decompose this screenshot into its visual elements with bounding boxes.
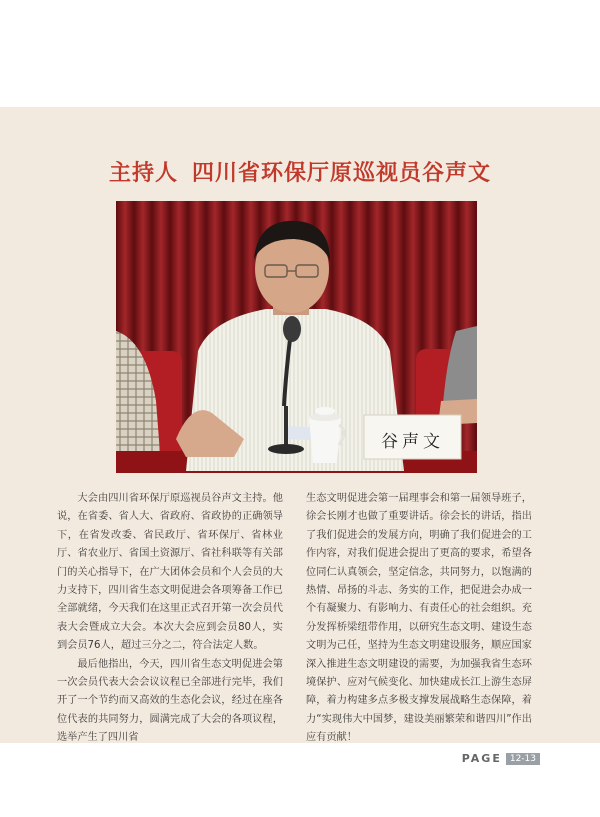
- page-title: [0, 156, 600, 187]
- nameplate: 谷声文: [381, 432, 444, 452]
- speaker-photo: [116, 201, 477, 473]
- paragraph: 生态文明促进会第一届理事会和第一届领导班子，徐会长刚才也做了重要讲话。徐会长的讲话，指出了我们促进会的发展方向，明确了我们促进会的工作内容，对我们促进会提出了更高的要求，希望各位同仁认真领会，坚定信念，共同努力，以饱满的热情、昂扬的斗志、务实的工作，把促进会办成一个有凝聚力、有影响力、有责任心的社会组织。充分发挥桥梁纽带作用，以研究生态文明、建设生态文明为己任，坚持为生态文明建设服务，顺应国家深入推进生态文明建设的需要，为加强我省生态环境保护、应对气候变化、加快建成长江上游生态屏障，着力构建多点多极支撑发展战略生态保障，着力“实现伟大中国梦，建设美丽繁荣和谐四川”作出应有贡献！: [306, 493, 532, 744]
- paragraph: 最后他指出，今天，四川省生态文明促进会第一次会员代表大会会议议程已全部进行完毕，我们开了一个节约而又高效的生态化会议，经过在座各位代表的共同努力，圆满完成了大会的各项议程，选举产生了四川省: [57, 658, 283, 744]
- title-role: 主持人: [108, 161, 178, 186]
- page-number: 12-13: [506, 753, 540, 765]
- article-column-right: [306, 490, 532, 748]
- page-label: PAGE: [461, 752, 502, 765]
- article-column-left: [57, 490, 283, 748]
- title-name: 四川省环保厅原巡视员谷声文: [192, 161, 492, 186]
- page-footer: [462, 752, 540, 765]
- paragraph: 大会由四川省环保厅原巡视员谷声文主持。他说，在省委、省人大、省政府、省政协的正确领导下，在省发改委、省民政厅、省环保厅、省林业厅、省农业厅、省国土资源厅、省社科联等有关部门的关心指导下，在广大团体会员和个人会员的大力支持下，四川省生态文明促进会各项筹备工作已全部就绪，今天我们在这里正式召开第一次会员代表大会暨成立大会。本次大会应到会员80人，实到会员76人，超过三分之二，符合法定人数。: [57, 493, 283, 652]
